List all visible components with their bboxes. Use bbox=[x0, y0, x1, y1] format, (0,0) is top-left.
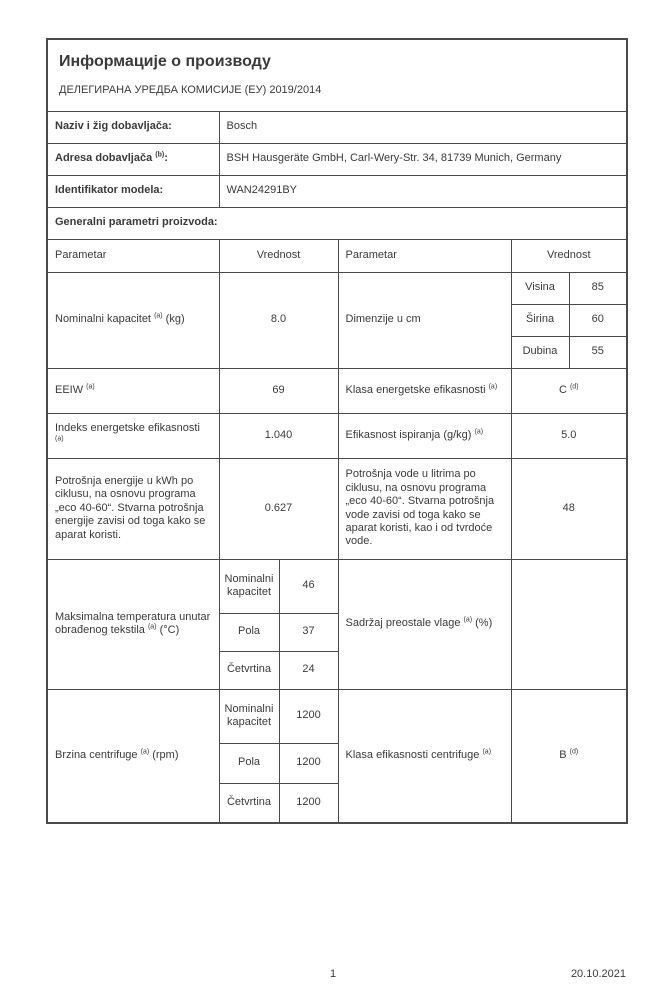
footnote-ref: (b) bbox=[155, 151, 165, 159]
label-text: Brzina centrifuge bbox=[55, 749, 141, 762]
label-text: Indeks energetske efikasnosti bbox=[55, 422, 200, 435]
label-suffix: : bbox=[164, 152, 168, 165]
value-energy-class bbox=[511, 368, 627, 413]
param-residual-moisture bbox=[338, 559, 511, 689]
supplier-name-value: Bosch bbox=[219, 111, 627, 143]
value-eeiw: 69 bbox=[219, 368, 338, 413]
spin-speed-value: 1200 bbox=[279, 743, 338, 783]
dimension-value: 85 bbox=[569, 272, 627, 304]
value-energy-consumption: 0.627 bbox=[219, 458, 338, 559]
footnote-ref: (a) bbox=[86, 383, 95, 391]
temperature-value: 24 bbox=[279, 651, 338, 689]
load-level-name: Pola bbox=[219, 743, 279, 783]
col-header-parametar-1: Parametar bbox=[47, 239, 219, 272]
col-header-vrednost-1: Vrednost bbox=[219, 239, 338, 272]
load-level-name: Pola bbox=[219, 613, 279, 651]
label-text: EEIW bbox=[55, 383, 87, 396]
footer-date: 20.10.2021 bbox=[570, 968, 626, 980]
label-text: Adresa dobavljača bbox=[55, 152, 156, 165]
param-water-consumption: Potrošnja vode u litrima po ciklusu, na osnovu programa „eco 40-60“. Stvarna potrošnja vode zavisi od toga kako se aparat koristi, kao i od tvrdoće vode. bbox=[338, 458, 511, 559]
label-text: Sadržaj preostale vlage bbox=[345, 617, 464, 630]
col-header-vrednost-2: Vrednost bbox=[511, 239, 627, 272]
value-spin-class bbox=[511, 689, 627, 823]
load-level-name: Nominalni kapacitet bbox=[219, 559, 279, 613]
param-max-temperature bbox=[47, 559, 219, 689]
dimension-value: 60 bbox=[569, 304, 627, 336]
value-rinsing-efficiency: 5.0 bbox=[511, 413, 627, 458]
page-title: Информације о производу bbox=[59, 52, 271, 70]
footnote-ref: (d) bbox=[569, 383, 579, 391]
label-text: Klasa efikasnosti centrifuge bbox=[345, 749, 483, 762]
footnote-ref: (a) bbox=[140, 748, 150, 756]
footnote-ref: (a) bbox=[154, 312, 163, 320]
regulation-subtitle: ДЕЛЕГИРАНА УРЕДБА КОМИСИЈЕ (ЕУ) 2019/2014 bbox=[59, 84, 322, 97]
product-info-table bbox=[46, 38, 628, 824]
supplier-address-label bbox=[47, 143, 219, 175]
value-eei: 1.040 bbox=[219, 413, 338, 458]
model-identifier-label: Identifikator modela: bbox=[47, 175, 219, 207]
footnote-ref: (d) bbox=[569, 748, 579, 756]
load-level-name: Četvrtina bbox=[219, 783, 279, 823]
label-text: Efikasnost ispiranja (g/kg) bbox=[345, 428, 475, 441]
temperature-value: 37 bbox=[279, 613, 338, 651]
value-nominal-capacity: 8.0 bbox=[219, 272, 338, 368]
label-suffix: (kg) bbox=[162, 313, 185, 326]
label-suffix: (%) bbox=[472, 617, 493, 630]
supplier-address-value: BSH Hausgeräte GmbH, Carl-Wery-Str. 34, 81739 Munich, Germany bbox=[219, 143, 627, 175]
param-energy-class bbox=[338, 368, 511, 413]
label-text: Maksimalna temperatura unutar obrađenog tekstila bbox=[55, 610, 211, 636]
model-identifier-value: WAN24291BY bbox=[219, 175, 627, 207]
param-eei bbox=[47, 413, 219, 458]
footnote-ref: (a) bbox=[474, 428, 484, 436]
dimension-name: Širina bbox=[511, 304, 569, 336]
document-header bbox=[47, 39, 627, 111]
section-title: Generalni parametri proizvoda: bbox=[47, 207, 627, 239]
footnote-ref: (a) bbox=[482, 748, 492, 756]
load-level-name: Četvrtina bbox=[219, 651, 279, 689]
class-letter: C bbox=[558, 383, 570, 396]
dimension-name: Dubina bbox=[511, 336, 569, 368]
param-nominal-capacity bbox=[47, 272, 219, 368]
value-water-consumption: 48 bbox=[511, 458, 627, 559]
spin-speed-value: 1200 bbox=[279, 783, 338, 823]
value-residual-moisture bbox=[511, 559, 627, 689]
footnote-ref: (a) bbox=[463, 616, 473, 624]
footnote-ref: (a) bbox=[55, 434, 64, 442]
footnote-ref: (a) bbox=[488, 383, 498, 391]
label-suffix: (rpm) bbox=[149, 749, 179, 762]
footnote-ref: (a) bbox=[147, 623, 157, 631]
page-number: 1 bbox=[329, 968, 337, 980]
param-energy-consumption: Potrošnja energije u kWh po ciklusu, na osnovu programa „eco 40-60“. Stvarna potrošnja energije zavisi od toga kako se aparat koristi. bbox=[47, 458, 219, 559]
temperature-value: 46 bbox=[279, 559, 338, 613]
label-suffix: (°C) bbox=[156, 624, 180, 636]
dimension-name: Visina bbox=[511, 272, 569, 304]
col-header-parametar-2: Parametar bbox=[338, 239, 511, 272]
param-spin-class bbox=[338, 689, 511, 823]
class-letter: B bbox=[559, 749, 570, 762]
param-eeiw bbox=[47, 368, 219, 413]
label-text: Nominalni kapacitet bbox=[55, 313, 155, 326]
load-level-name: Nominalni kapacitet bbox=[219, 689, 279, 743]
param-spin-speed bbox=[47, 689, 219, 823]
label-text: Klasa energetske efikasnosti bbox=[345, 383, 489, 396]
spin-speed-value: 1200 bbox=[279, 689, 338, 743]
supplier-name-label: Naziv i žig dobavljača: bbox=[47, 111, 219, 143]
dimension-value: 55 bbox=[569, 336, 627, 368]
param-rinsing-efficiency bbox=[338, 413, 511, 458]
param-dimensions: Dimenzije u cm bbox=[338, 272, 511, 368]
